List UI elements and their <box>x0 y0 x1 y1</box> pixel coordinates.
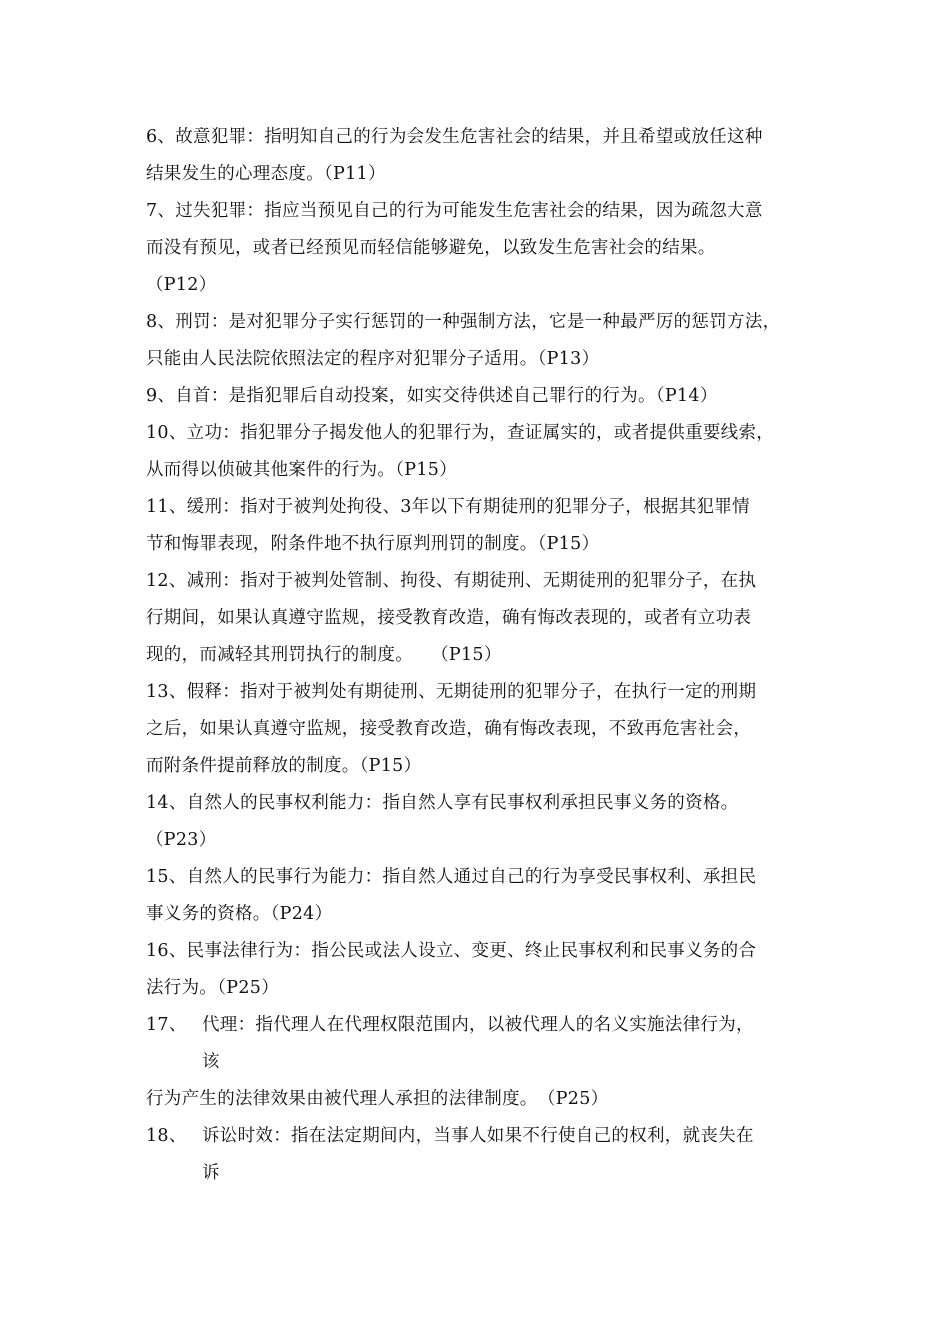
text-line: 11、缓刑：指对于被判处拘役、3年以下有期徒刑的犯罪分子，根据其犯罪情 <box>146 497 750 517</box>
text-line: 15、自然人的民事行为能力：指自然人通过自己的行为享受民事权利、承担民 <box>146 867 757 887</box>
item-17-line <box>146 1013 754 1037</box>
text-line: 法行为。（P25） <box>146 978 279 998</box>
text-line: 而附条件提前释放的制度。（P15） <box>146 756 422 776</box>
text-line: 9、自首：是指犯罪后自动投案，如实交待供述自己罪行的行为。（P14） <box>146 386 718 406</box>
text-line: 14、自然人的民事权利能力：指自然人享有民事权利承担民事义务的资格。 <box>146 793 739 813</box>
text-line: （P12） <box>146 275 217 295</box>
item-17-continuation: 行为产生的法律效果由被代理人承担的法律制度。 （P25） <box>146 1089 609 1109</box>
text-line: 10、立功：指犯罪分子揭发他人的犯罪行为，查证属实的，或者提供重要线索， <box>146 423 775 443</box>
item-17-text: 代理：指代理人在代理权限范围内，以被代理人的名义实施法律行为， <box>202 1015 754 1035</box>
item-18-number: 18、 <box>146 1126 187 1146</box>
text-line: 从而得以侦破其他案件的行为。（P15） <box>146 460 457 480</box>
item-18-line <box>146 1124 754 1148</box>
text-line: 现的，而减轻其刑罚执行的制度。 （P15） <box>146 645 502 665</box>
text-line: 事义务的资格。（P24） <box>146 904 333 924</box>
text-line: 结果发生的心理态度。（P11） <box>146 164 386 184</box>
text-line: 节和悔罪表现，附条件地不执行原判刑罚的制度。（P15） <box>146 534 600 554</box>
text-line: 而没有预见，或者已经预见而轻信能够避免，以致发生危害社会的结果。 <box>146 238 716 258</box>
text-line: 行期间，如果认真遵守监规，接受教育改造，确有悔改表现的，或者有立功表 <box>146 608 752 628</box>
item-17-wrap: 该 <box>202 1052 220 1072</box>
text-line: 16、民事法律行为：指公民或法人设立、变更、终止民事权利和民事义务的合 <box>146 941 757 961</box>
text-line: 7、过失犯罪：指应当预见自己的行为可能发生危害社会的结果，因为疏忽大意 <box>146 201 763 221</box>
item-17-number: 17、 <box>146 1015 187 1035</box>
item-18-wrap: 诉 <box>202 1163 220 1183</box>
text-line: 8、刑罚：是对犯罪分子实行惩罚的一种强制方法，它是一种最严厉的惩罚方法， <box>146 312 781 332</box>
text-line: （P23） <box>146 830 217 850</box>
text-line: 只能由人民法院依照法定的程序对犯罪分子适用。（P13） <box>146 349 600 369</box>
item-18-text: 诉讼时效：指在法定期间内，当事人如果不行使自己的权利，就丧失在 <box>202 1126 754 1146</box>
text-line: 之后，如果认真遵守监规，接受教育改造，确有悔改表现，不致再危害社会， <box>146 719 752 739</box>
text-line: 12、减刑：指对于被判处管制、拘役、有期徒刑、无期徒刑的犯罪分子，在执 <box>146 571 757 591</box>
text-line: 6、故意犯罪：指明知自己的行为会发生危害社会的结果，并且希望或放任这种 <box>146 127 763 147</box>
text-line: 13、假释：指对于被判处有期徒刑、无期徒刑的犯罪分子，在执行一定的刑期 <box>146 682 757 702</box>
